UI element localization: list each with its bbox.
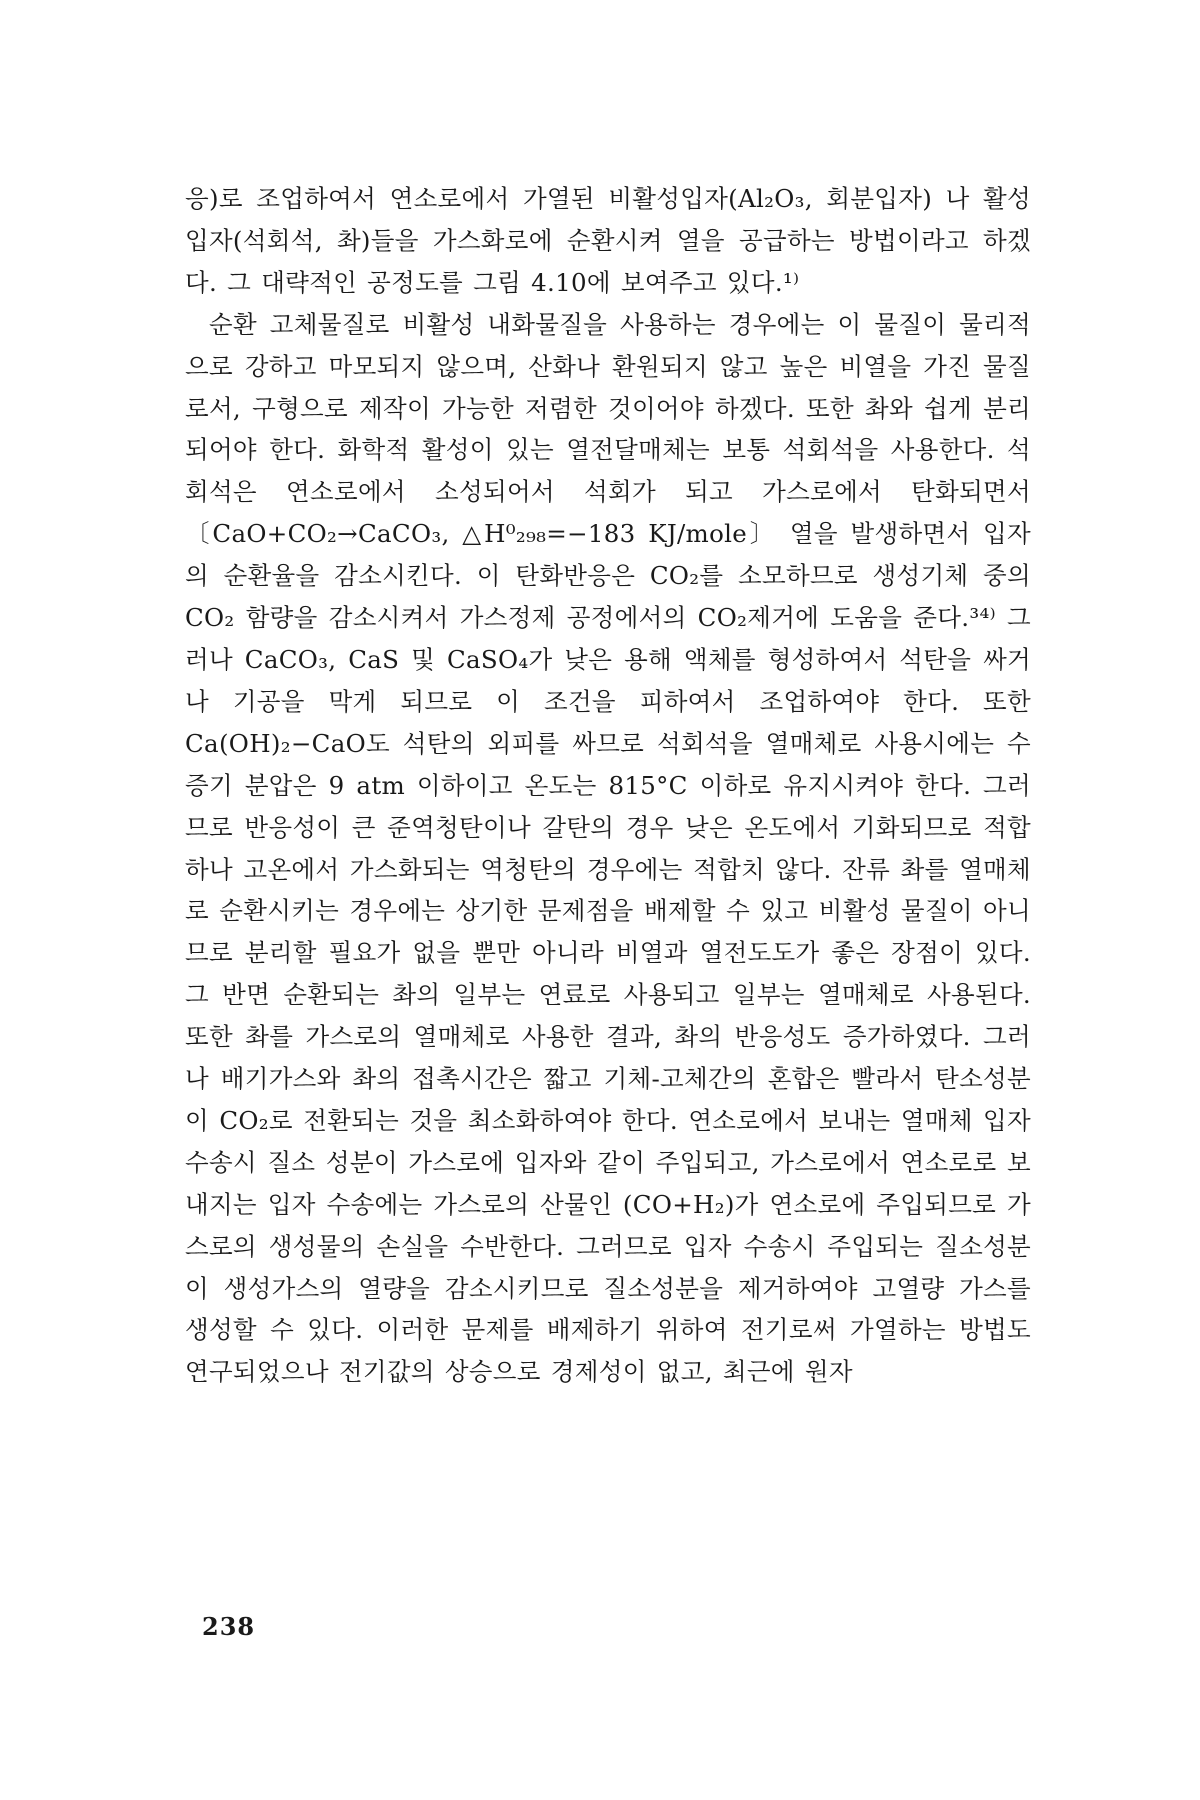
paragraph-continuation: 응)로 조업하여서 연소로에서 가열된 비활성입자(Al₂O₃, 회분입자) 나 활성입자(석회석, 촤)들을 가스화로에 순환시켜 열을 공급하는 방법이라고 하겠다. 그 대략적인 공정도를 그림 4.10에 보여주고 있다.¹⁾ xyxy=(185,184,1031,297)
body-text xyxy=(185,178,1031,1393)
page-number: 238 xyxy=(202,1612,256,1641)
paragraph-circulating-solids: 순환 고체물질로 비활성 내화물질을 사용하는 경우에는 이 물질이 물리적으로 강하고 마모되지 않으며, 산화나 환원되지 않고 높은 비열을 가진 물질로서, 구형으로 제작이 가능한 저렴한 것이어야 하겠다. 또한 촤와 쉽게 분리되어야 한다. 화학적 활성이 있는 열전달매체는 보통 석회석을 사용한다. 석회석은 연소로에서 소성되어서 석회가 되고 가스로에서 탄화되면서 〔CaO+CO₂→CaCO₃, △H⁰₂₉₈=−183 KJ/mole〕 열을 발생하면서 입자의 순환율을 감소시킨다. 이 탄화반응은 CO₂를 소모하므로 생성기체 중의 CO₂ 함량을 감소시켜서 가스정제 공정에서의 CO₂제거에 도움을 준다.³⁴⁾ 그러나 CaCO₃, CaS 및 CaSO₄가 낮은 용해 액체를 형성하여서 석탄을 싸거나 기공을 막게 되므로 이 조건을 피하여서 조업하여야 한다. 또한 Ca(OH)₂−CaO도 석탄의 외피를 싸므로 석회석을 열매체로 사용시에는 수증기 분압은 9 atm 이하이고 온도는 815°C 이하로 유지시켜야 한다. 그러므로 반응성이 큰 준역청탄이나 갈탄의 경우 낮은 온도에서 기화되므로 적합하나 고온에서 가스화되는 역청탄의 경우에는 적합치 않다. 잔류 촤를 열매체로 순환시키는 경우에는 상기한 문제점을 배제할 수 있고 비활성 물질이 아니므로 분리할 필요가 없을 뿐만 아니라 비열과 열전도도가 좋은 장점이 있다. 그 반면 순환되는 촤의 일부는 연료로 사용되고 일부는 열매체로 사용된다. 또한 촤를 가스로의 열매체로 사용한 결과, 촤의 반응성도 증가하였다. 그러나 배기가스와 촤의 접촉시간은 짧고 기체-고체간의 혼합은 빨라서 탄소성분이 CO₂로 전환되는 것을 최소화하여야 한다. 연소로에서 보내는 열매체 입자 수송시 질소 성분이 가스로에 입자와 같이 주입되고, 가스로에서 연소로로 보내지는 입자 수송에는 가스로의 산물인 (CO+H₂)가 연소로에 주입되므로 가스로의 생성물의 손실을 수반한다. 그러므로 입자 수송시 주입되는 질소성분이 생성가스의 열량을 감소시키므로 질소성분을 제거하여야 고열량 가스를 생성할 수 있다. 이러한 문제를 배제하기 위하여 전기로써 가열하는 방법도 연구되었으나 전기값의 상승으로 경제성이 없고, 최근에 원자 xyxy=(185,309,1031,1387)
